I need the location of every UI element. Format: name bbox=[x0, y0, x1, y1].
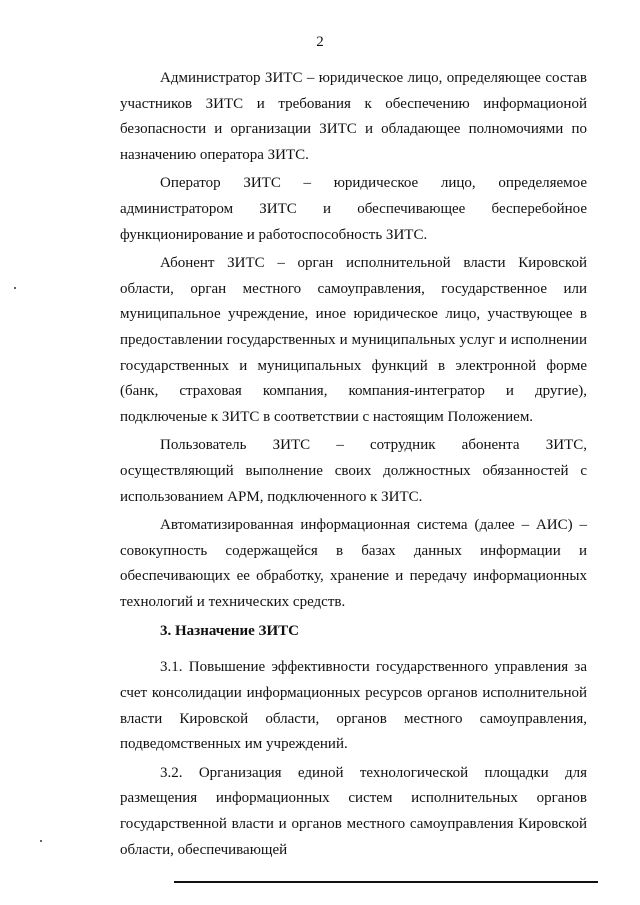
section-item-3-2: 3.2. Организация единой технологической площадки для размещения информационных систем исполнительных органов государственной власти и органов местного самоуправления Кировской области, обеспечивающей bbox=[120, 764, 587, 858]
scan-speck bbox=[40, 840, 42, 842]
footer-rule bbox=[174, 881, 598, 883]
definition-ais: Автоматизированная информационная система (далее – АИС) – совокупность содержащейся в базах данных информации и обеспечивающих ее обработку, хранение и передачу информационных технологий и технических средств. bbox=[120, 517, 587, 610]
definition-administrator: Администратор ЗИТС – юридическое лицо, определяющее состав участников ЗИТС и требования к обеспечению информационой безопасности и организации ЗИТС и обладающее полномочиями по назначению оператора ЗИТС. bbox=[120, 70, 587, 163]
definition-operator: Оператор ЗИТС – юридическое лицо, определяемое администратором ЗИТС и обеспечивающее бесперебойное функционирование и работоспособность ЗИТС. bbox=[120, 175, 587, 243]
definition-subscriber: Абонент ЗИТС – орган исполнительной власти Кировской области, орган местного самоуправления, государственное или муниципальное учреждение, иное юридическое лицо, участвующее в предоставлении государственных и муниципальных услуг и исполнении государственных и муниципальных функций в электронной форме (банк, страховая компания, компания-интегратор и другие), подключеные к ЗИТС в соответствии с настоящим Положением. bbox=[120, 255, 587, 425]
definition-user: Пользователь ЗИТС – сотрудник абонента ЗИТС, осуществляющий выполнение своих должностных обязанностей с использованием АРМ, подключенного к ЗИТС. bbox=[120, 437, 587, 505]
section-item-3-1: 3.1. Повышение эффективности государственного управления за счет консолидации информационных ресурсов органов исполнительной власти Кировской области, органов местного самоуправления, подведомственных им учреждений. bbox=[120, 659, 587, 753]
page-number: 2 bbox=[316, 34, 324, 50]
scan-speck bbox=[14, 287, 16, 289]
document-body bbox=[120, 66, 587, 866]
section-heading: 3. Назначение ЗИТС bbox=[160, 623, 299, 640]
